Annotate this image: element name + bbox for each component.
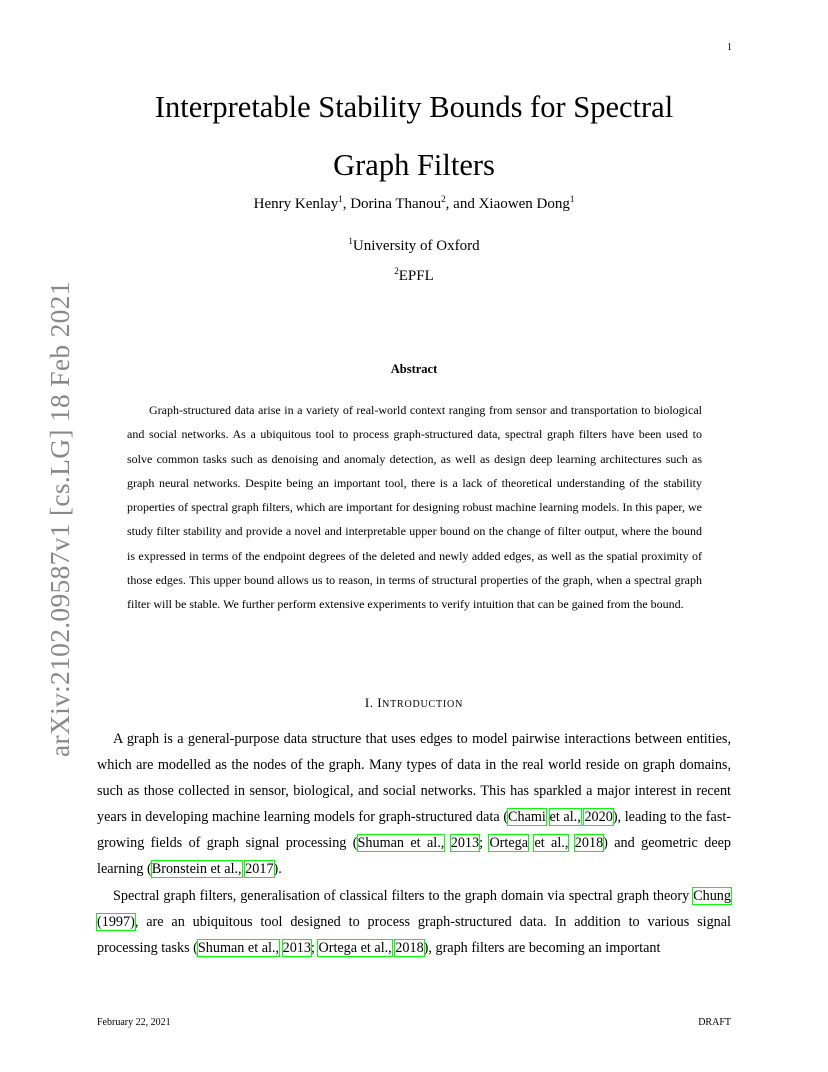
- affiliation-mark: 2: [394, 266, 399, 276]
- citation-link-shuman-2013[interactable]: Shuman et al.,: [197, 940, 280, 956]
- affiliation-epfl: [0, 268, 828, 285]
- abstract-body: [127, 398, 702, 617]
- paragraph-text: Spectral graph filters, generalisation of classical filters to the graph domain via spectral graph theory: [113, 888, 694, 904]
- citation-link-bronstein-2017-year[interactable]: 2017: [245, 861, 274, 877]
- citation-link-shuman-2013-year[interactable]: 2013: [282, 940, 311, 956]
- author-list: [0, 196, 828, 213]
- abstract-text: Graph-structured data arise in a variety of real-world context ranging from sensor and transportation to biological and social networks. As a ubiquitous tool to process graph-structured data, spectral graph filters have been used to solve common tasks such as denoising and anomaly detection, as well as design deep learning architectures such as graph neural networks. Despite being an important tool, there is a lack of theoretical understanding of the stability properties of spectral graph filters, which are important for designing robust machine learning models. In this paper, we study filter stability and provide a novel and interpretable upper bound on the change of filter output, where the bound is expressed in terms of the endpoint degrees of the deleted and newly added edges, as well as the spatial proximity of those edges. This upper bound allows us to reason, in terms of structural properties of the graph, when a spectral graph filter will be stable. We further perform extensive experiments to verify intuition that can be gained from the bound.: [127, 403, 702, 612]
- citation-link-shuman-2013[interactable]: Shuman et al.,: [357, 835, 445, 851]
- citation-link-bronstein-2017[interactable]: Bronstein et al.,: [151, 861, 242, 877]
- arxiv-identifier-stamp: arXiv:2102.09587v1 [cs.LG] 18 Feb 2021: [44, 281, 75, 757]
- footer-draft-label: DRAFT: [698, 1017, 731, 1028]
- title-line-1: Interpretable Stability Bounds for Spectral: [154, 90, 674, 124]
- author-separator: , and: [445, 196, 479, 212]
- title-line-2: Graph Filters: [333, 148, 495, 182]
- paragraph-text: ;: [479, 835, 490, 851]
- paper-title: [0, 78, 828, 194]
- paragraph-text: ).: [273, 861, 282, 877]
- affiliation-oxford: [0, 238, 828, 255]
- author-name: Dorina Thanou: [350, 196, 442, 212]
- affiliation-mark: 1: [348, 236, 353, 246]
- paragraph-text: , are an ubiquitous tool designed to process graph-structured data. In addition to various signal processing tasks (: [97, 914, 731, 956]
- author-affiliation-mark: 2: [441, 194, 446, 204]
- section-title-initial: I: [377, 695, 383, 710]
- author-affiliation-mark: 1: [338, 194, 343, 204]
- intro-paragraph-2: [97, 883, 731, 961]
- section-heading-introduction: [0, 695, 828, 711]
- paragraph-text: ;: [310, 940, 319, 956]
- author-name: Henry Kenlay: [253, 196, 339, 212]
- paragraph-text: ), graph filters are becoming an important: [423, 940, 661, 956]
- citation-link-ortega-2018-year[interactable]: 2018: [574, 835, 604, 851]
- author-name: Xiaowen Dong: [478, 196, 570, 212]
- citation-link-ortega-2018-year[interactable]: 2018: [395, 940, 424, 956]
- citation-link-chami-2020[interactable]: et al.,: [549, 809, 581, 825]
- author-separator: ,: [342, 196, 351, 212]
- citation-link-chami-2020[interactable]: Chami: [508, 809, 546, 825]
- paragraph-text: A graph is a general-purpose data structure that uses edges to model pairwise interactions between entities, which are modelled as the nodes of the graph. Many types of data in the real world reside on graph domains, such as those collected in sensor, biological, and social networks. This has sparkled a major interest in recent years in developing machine learning models for graph-structured data (: [97, 731, 731, 825]
- paragraph-text: ), leading to the fast-growing fields of graph signal processing (: [97, 809, 732, 851]
- citation-link-shuman-2013-year[interactable]: 2013: [450, 835, 480, 851]
- affiliation-name: EPFL: [398, 268, 434, 284]
- footer-date: February 22, 2021: [97, 1017, 171, 1028]
- author-affiliation-mark: 1: [569, 194, 575, 204]
- citation-link-ortega-2018[interactable]: Ortega et al.,: [318, 940, 392, 956]
- citation-link-chung-1997-year[interactable]: (1997): [97, 914, 135, 930]
- citation-link-chung-1997[interactable]: Chung: [693, 888, 731, 904]
- affiliation-name: University of Oxford: [352, 238, 480, 254]
- intro-paragraph-1: [97, 726, 731, 882]
- section-numeral: I.: [364, 695, 374, 710]
- citation-link-ortega-2018[interactable]: Ortega: [489, 835, 529, 851]
- section-title-rest: NTRODUCTION: [382, 699, 464, 710]
- paragraph-text: ) and geometric deep learning (: [97, 835, 732, 877]
- citation-link-ortega-2018[interactable]: et al.,: [534, 835, 569, 851]
- citation-link-chami-2020-year[interactable]: 2020: [584, 809, 613, 825]
- abstract-heading: Abstract: [390, 362, 438, 376]
- page-number: 1: [727, 42, 732, 53]
